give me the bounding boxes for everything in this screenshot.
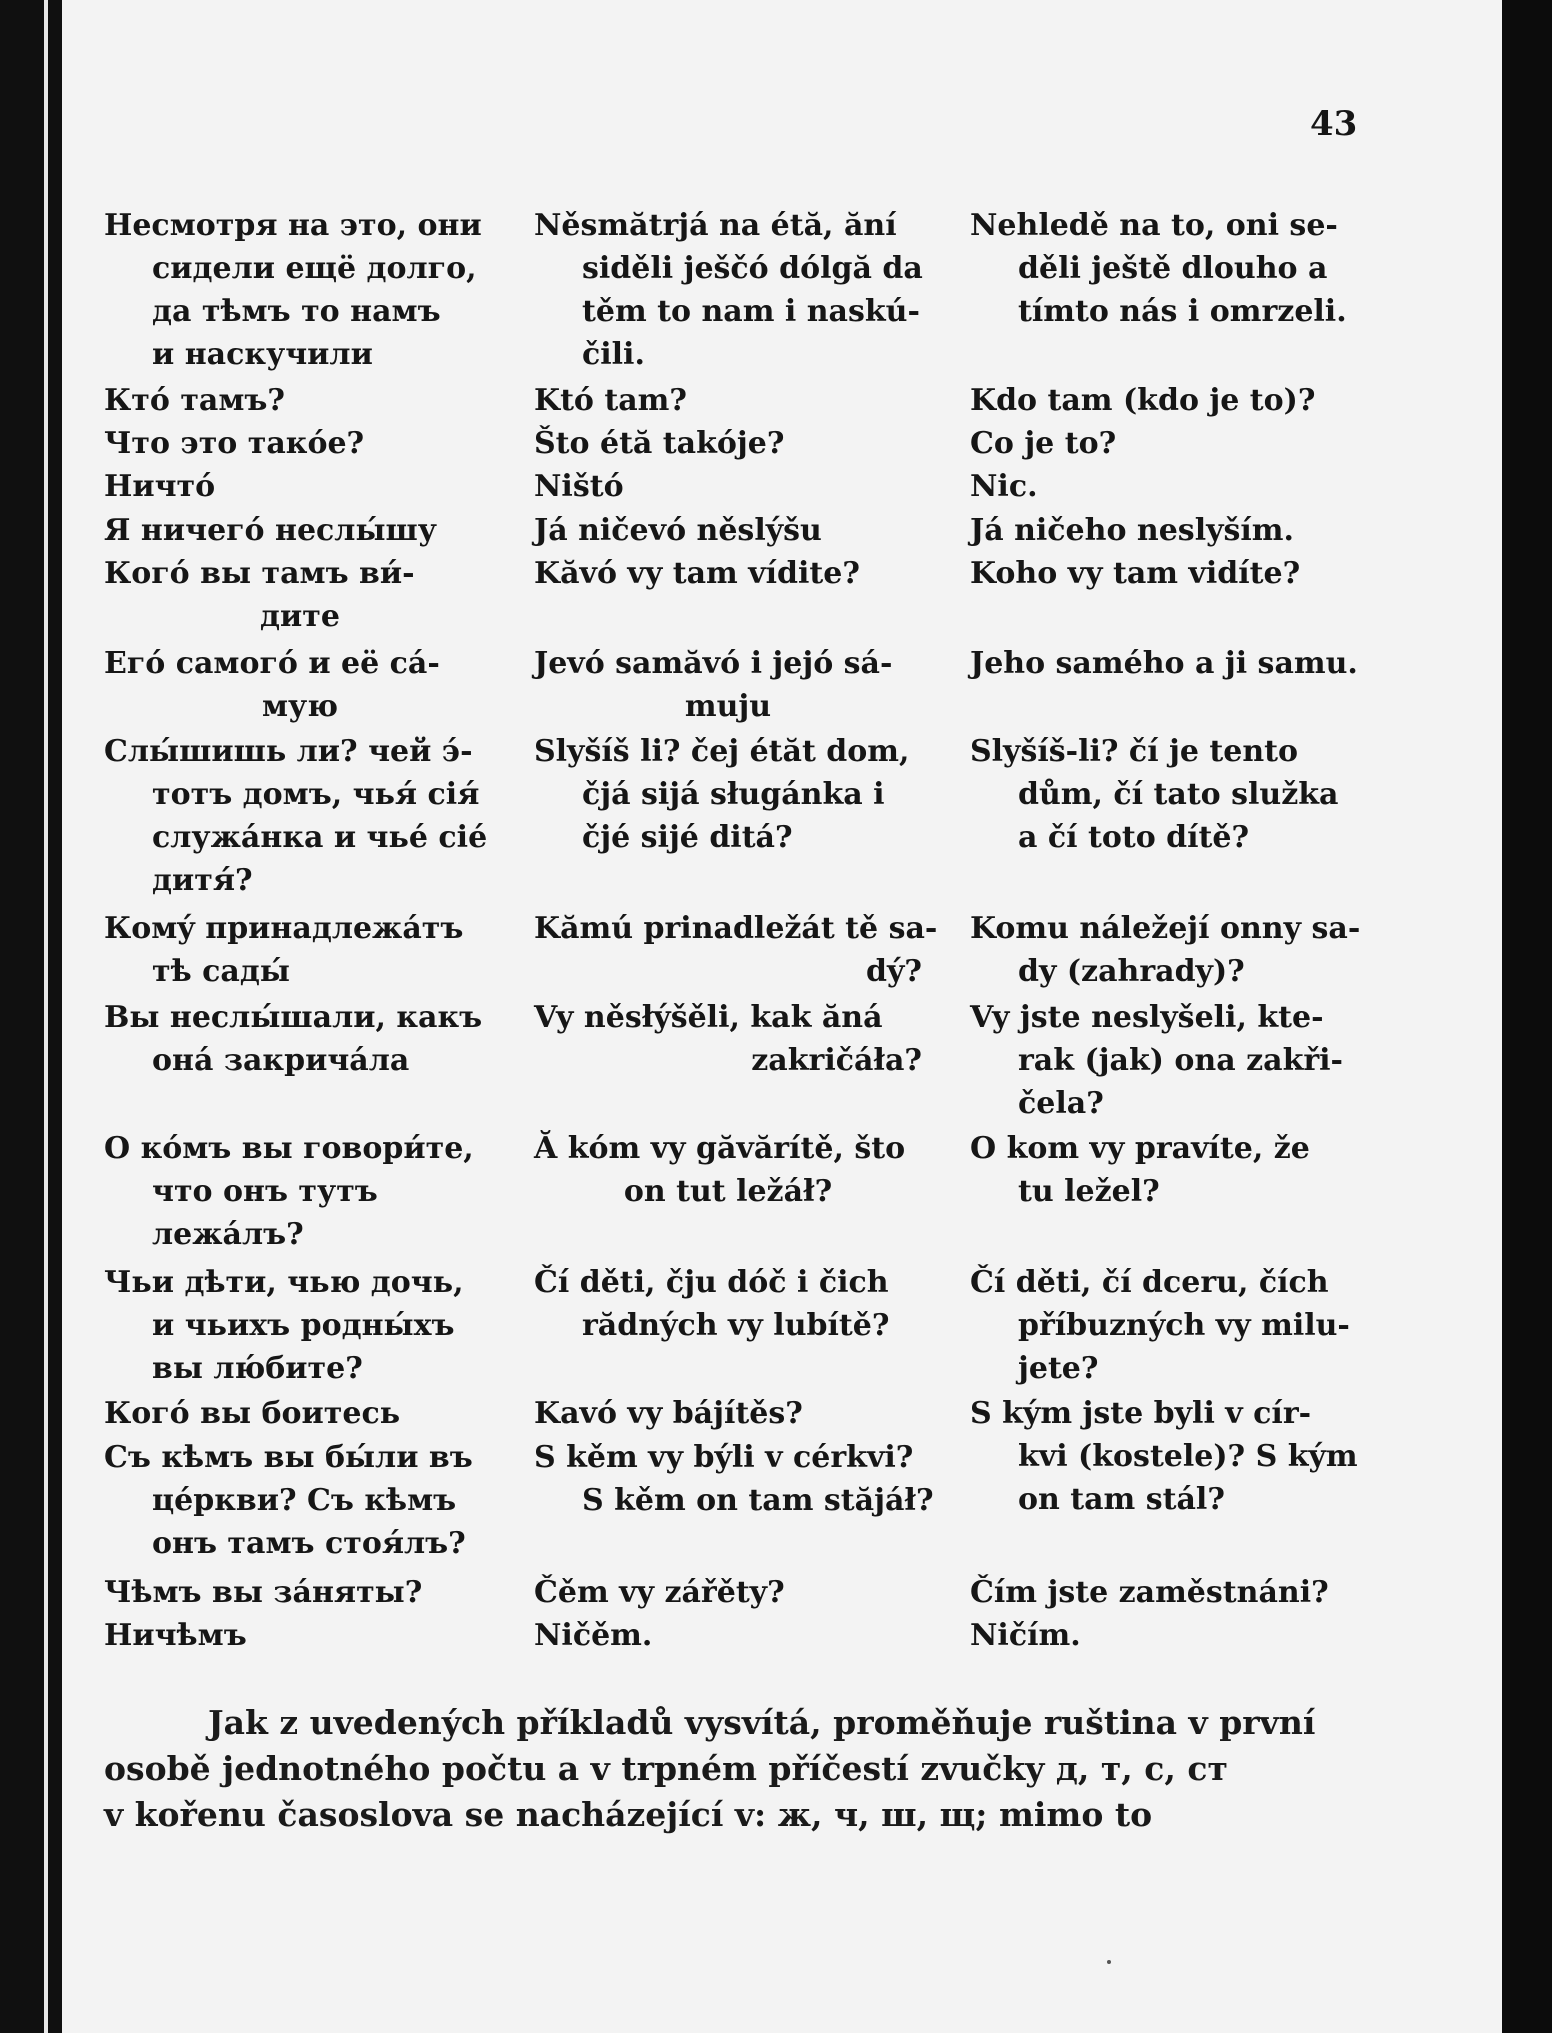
transliteration-phrase xyxy=(534,1127,922,1213)
phrase-line: Вы неслы́шали, какъ xyxy=(104,1000,483,1035)
phrase-line: O kom vy pravíte, že xyxy=(970,1131,1310,1166)
phrase-line: Komu náležejí onny sa- xyxy=(970,911,1361,946)
phrase-line: on tut ležáł? xyxy=(623,1174,833,1209)
phrase-line: Já ničevó něslýšu xyxy=(534,513,822,548)
phrase-line: Когó вы боитесь xyxy=(104,1396,401,1431)
phrase-line: Co je to? xyxy=(970,426,1117,461)
transliteration-phrase xyxy=(534,1261,922,1347)
phrase-line: Ništó xyxy=(534,469,624,504)
russian-phrase xyxy=(104,552,496,638)
phrase-line: О кóмъ вы говори́те, xyxy=(104,1131,474,1166)
russian-phrase xyxy=(104,996,496,1082)
transliteration-phrase xyxy=(534,379,922,422)
russian-phrase xyxy=(104,1392,496,1435)
phrase-line: příbuzných vy milu- xyxy=(1018,1308,1350,1343)
phrase-line: цéркви? Съ кѣмъ xyxy=(152,1483,457,1518)
transliteration-phrase xyxy=(534,204,922,376)
phrase-line: zakričáła? xyxy=(751,1043,922,1078)
phrase-line: Čí děti, čí dceru, čích xyxy=(970,1265,1329,1300)
russian-phrase xyxy=(104,509,496,552)
russian-phrase xyxy=(104,422,496,465)
phrase-line: Чьи дѣти, чью дочь, xyxy=(104,1265,464,1300)
phrase-line: Vy jste neslyšeli, kte- xyxy=(970,1000,1324,1035)
czech-phrase xyxy=(970,907,1362,993)
russian-phrase xyxy=(104,379,496,422)
russian-phrase xyxy=(104,642,496,728)
phrase-line: dý? xyxy=(866,954,922,989)
phrase-line: Ктó тамъ? xyxy=(104,383,286,418)
czech-phrase xyxy=(970,204,1362,333)
phrase-line: dům, čí tato služka xyxy=(1018,777,1339,812)
explanatory-paragraph xyxy=(104,1700,1364,1838)
transliteration-phrase xyxy=(534,509,922,552)
russian-phrase xyxy=(104,1614,496,1657)
phrase-line: Егó самогó и её сá- xyxy=(104,646,440,681)
transliteration-phrase xyxy=(534,422,922,465)
phrase-line: Ничтó xyxy=(104,469,216,504)
phrase-line: дите xyxy=(260,599,340,634)
czech-phrase xyxy=(970,1614,1362,1657)
phrase-line: muju xyxy=(684,689,772,724)
book-page xyxy=(62,0,1502,2033)
phrase-line: сидели ещё долго, xyxy=(152,251,477,286)
phrase-line: служáнка и чьé сié xyxy=(152,820,488,855)
phrase-line: tímto nás i omrzeli. xyxy=(1018,294,1347,329)
phrase-line: Nic. xyxy=(970,469,1038,504)
phrase-line: tu ležel? xyxy=(1018,1174,1160,1209)
phrase-line: Kămú prinadležát tě sa- xyxy=(534,911,938,946)
phrase-line: Несмотря на это, они xyxy=(104,208,482,243)
transliteration-phrase xyxy=(534,730,922,859)
phrase-line: čjá sijá sługánka i xyxy=(582,777,885,812)
phrase-line: Koho vy tam vidíte? xyxy=(970,556,1301,591)
phrase-line: Čím jste zaměstnáni? xyxy=(970,1575,1329,1610)
czech-phrase xyxy=(970,730,1362,859)
phrase-line: Što étă takóje? xyxy=(534,426,785,461)
phrase-line: дитя́? xyxy=(152,863,253,898)
russian-phrase xyxy=(104,1571,496,1614)
phrase-line: лежáлъ? xyxy=(152,1217,304,1252)
phrase-line: тѣ сады́ xyxy=(152,954,290,989)
phrase-line: вы лю́бите? xyxy=(152,1351,363,1386)
phrase-line: Чѣмъ вы зáняты? xyxy=(104,1575,423,1610)
transliteration-phrase xyxy=(534,1571,922,1614)
phrase-line: Vy něsłýšěli, kak ăná xyxy=(534,1000,883,1035)
phrase-line: Слы́шишь ли? чей э́- xyxy=(104,734,473,769)
phrase-line: и чьихъ родны́хъ xyxy=(152,1308,455,1343)
czech-phrase xyxy=(970,422,1362,465)
transliteration-phrase xyxy=(534,907,938,993)
phrase-line: Kăvó vy tam vídite? xyxy=(534,556,860,591)
phrase-line: čela? xyxy=(1018,1086,1104,1121)
russian-phrase xyxy=(104,907,496,993)
czech-phrase xyxy=(970,1571,1362,1614)
czech-phrase xyxy=(970,1127,1362,1213)
transliteration-phrase xyxy=(534,465,922,508)
russian-phrase xyxy=(104,730,496,902)
russian-phrase xyxy=(104,465,496,508)
phrase-line: Nehledě na to, oni se- xyxy=(970,208,1338,243)
paragraph-line: osobě jednotného počtu a v trpném příčestí zvučky д, т, с, ст xyxy=(104,1749,1228,1788)
phrase-line: Jevó samăvó i jejó sá- xyxy=(534,646,893,681)
transliteration-phrase xyxy=(534,552,922,595)
print-speck xyxy=(1107,1960,1111,1964)
phrase-line: a čí toto dítě? xyxy=(1018,820,1250,855)
czech-phrase xyxy=(970,379,1362,422)
czech-phrase xyxy=(970,996,1362,1125)
phrase-line: rădných vy lubítě? xyxy=(582,1308,890,1343)
russian-phrase xyxy=(104,1127,496,1256)
page-right-edge xyxy=(1502,0,1552,2033)
phrase-line: S kěm vy býli v cérkvi? xyxy=(534,1440,914,1475)
phrase-line: čili. xyxy=(582,337,645,372)
phrase-line: Jeho samého a ji samu. xyxy=(970,646,1358,681)
phrase-line: Kavó vy bájítěs? xyxy=(534,1396,803,1431)
phrase-line: Kdo tam (kdo je to)? xyxy=(970,383,1316,418)
paragraph-line: v kořenu časoslova se nacházející v: ж, ч, ш, щ; mimo to xyxy=(104,1795,1153,1834)
phrase-line: Ă kóm vy găvărítě, što xyxy=(534,1131,906,1166)
paragraph-line: Jak z uvedených příkladů vysvítá, proměňuje ruština v první xyxy=(208,1703,1316,1742)
russian-phrase xyxy=(104,1436,496,1565)
phrase-line: Slyšíš li? čej étăt dom, xyxy=(534,734,910,769)
czech-phrase xyxy=(970,509,1362,552)
phrase-line: онъ тамъ стоя́лъ? xyxy=(152,1526,466,1561)
phrase-line: Něsmătrjá na étă, ăní xyxy=(534,208,897,243)
phrase-line: Когó вы тамъ ви́- xyxy=(104,556,415,591)
phrase-line: Któ tam? xyxy=(534,383,688,418)
transliteration-phrase xyxy=(534,1436,934,1522)
phrase-line: да тѣмъ то намъ xyxy=(152,294,441,329)
czech-phrase xyxy=(970,642,1362,685)
phrase-line: čjé sijé ditá? xyxy=(582,820,793,855)
czech-phrase xyxy=(970,1261,1362,1390)
phrase-line: těm to nam i naskú- xyxy=(582,294,920,329)
phrase-line: kvi (kostele)? S kým xyxy=(1018,1439,1358,1474)
phrase-line: dy (zahrady)? xyxy=(1018,954,1245,989)
phrase-line: Slyšíš-li? čí je tento xyxy=(970,734,1299,769)
czech-phrase xyxy=(970,1392,1362,1521)
czech-phrase xyxy=(970,552,1362,595)
phrase-line: jete? xyxy=(1018,1351,1099,1386)
phrase-line: siděli ješčó dólgă da xyxy=(582,251,923,286)
edge-line xyxy=(44,0,48,2033)
phrase-line: Ničím. xyxy=(970,1618,1081,1653)
phrase-line: Ničěm. xyxy=(534,1618,653,1653)
page-left-edge xyxy=(0,0,62,2033)
phrase-line: děli ještě dlouho a xyxy=(1018,251,1328,286)
page-number: 43 xyxy=(1310,104,1358,144)
phrase-line: Что это такóе? xyxy=(104,426,365,461)
phrase-line: тотъ домъ, чья́ сiя́ xyxy=(152,777,480,812)
phrase-line: S kým jste byli v cír- xyxy=(970,1396,1312,1431)
phrase-line: on tam stál? xyxy=(1018,1482,1225,1517)
transliteration-phrase xyxy=(534,1392,922,1435)
phrase-line: что онъ тутъ xyxy=(152,1174,378,1209)
russian-phrase xyxy=(104,204,496,376)
czech-phrase xyxy=(970,465,1362,508)
transliteration-phrase xyxy=(534,996,922,1082)
transliteration-phrase xyxy=(534,642,922,728)
phrase-line: Ничѣмъ xyxy=(104,1618,247,1653)
russian-phrase xyxy=(104,1261,496,1390)
phrase-line: Čí děti, čju dóč i čich xyxy=(534,1265,889,1300)
phrase-line: S kěm on tam stăjáł? xyxy=(582,1483,934,1518)
phrase-line: она́ закричáла xyxy=(152,1043,410,1078)
phrase-line: Я ничегó неслы́шу xyxy=(104,513,437,548)
phrase-line: и наскучили xyxy=(152,337,373,372)
phrase-line: Čěm vy zářěty? xyxy=(534,1575,785,1610)
transliteration-phrase xyxy=(534,1614,922,1657)
phrase-line: Съ кѣмъ вы бы́ли въ xyxy=(104,1440,473,1475)
phrase-line: мую xyxy=(261,689,339,724)
phrase-line: rak (jak) ona zakři- xyxy=(1018,1043,1344,1078)
phrase-line: Комý принадлежáтъ xyxy=(104,911,464,946)
phrase-line: Já ničeho neslyším. xyxy=(970,513,1294,548)
